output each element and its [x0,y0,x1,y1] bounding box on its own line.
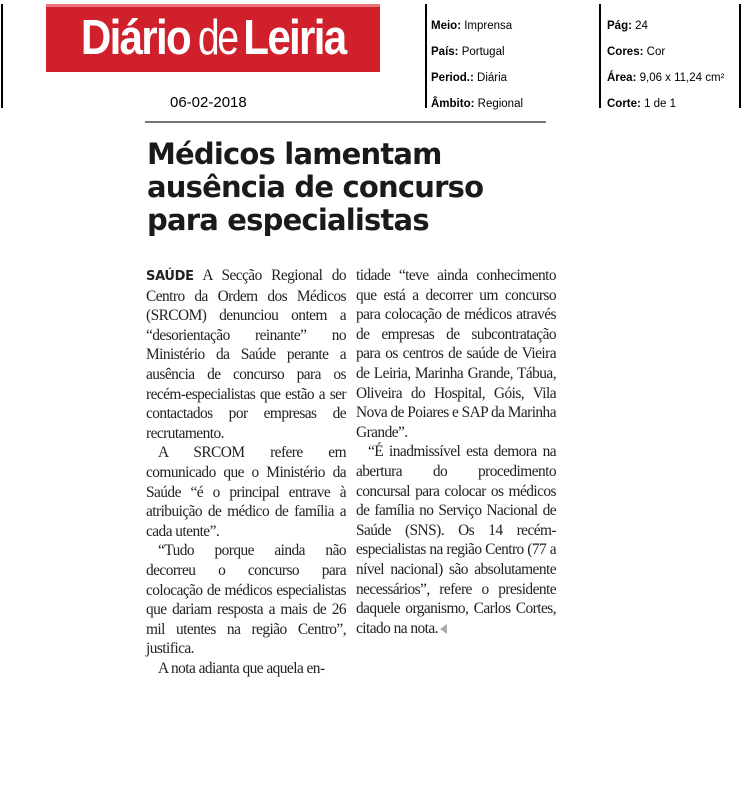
meta-divider-left [425,4,427,108]
paragraph: A nota adianta que aquela en- [158,659,325,677]
end-of-article-icon [440,624,447,634]
article-column-1 [146,266,346,678]
meta-period [431,72,507,84]
paragraph [356,442,556,638]
meta-key: País: [431,46,459,58]
meta-value: 24 [631,20,648,32]
paragraph-text: “É inadmissível esta demora na abertura do procedimento concursal para colocar os médicos de família no Serviço Nacional de Saúde (SNS). Os 14 recém-especialistas na região Centro (77 a nível nacional) são absolutamente necessários”, refere o presidente daquele organismo, Carlos Cortes, citado na nota. [356,443,556,637]
meta-value: Diária [473,72,508,84]
right-border-line [739,4,741,108]
logo-word-de: de [197,11,237,65]
headline-line: ausência de concurso [147,170,484,204]
meta-key: Meio: [431,20,462,32]
section-kicker: SAÚDE [146,269,194,284]
logo-word-diario: Diário [80,11,190,65]
meta-key: Âmbito: [431,98,475,110]
meta-key: Área: [607,72,637,84]
meta-pais [431,46,505,58]
publication-date: 06-02-2018 [170,94,247,111]
meta-corte [607,98,676,110]
meta-cores [607,46,665,58]
meta-key: Corte: [607,98,641,110]
header-divider [145,121,546,123]
meta-divider-middle [599,4,601,108]
paragraph: A SRCOM refere em comunicado que o Ministério da Saúde “é o principal entrave à atribuição de médico de família a cada utente”. [146,444,346,540]
meta-pag [607,20,648,32]
publication-logo [46,4,380,72]
headline-line: Médicos lamentam [147,137,442,171]
article-headline [147,138,567,237]
meta-value: 1 de 1 [640,98,677,110]
paragraph: tidade “teve ainda conhecimento que está a decorrer um concurso para colocação de médicos através de empresas de subcontratação para os centros de saúde de Vieira de Leiria, Marinha Grande, Tábua, Oliveira do Hospital, Góis, Vila Nova de Poiares e SAP da Marinha Grande”. [356,267,556,441]
meta-key: Cores: [607,46,644,58]
paragraph-text: A Secção Regional do Centro da Ordem dos Médicos (SRCOM) denunciou ontem a “desorientação reinante” no Ministério da Saúde perante a ausência de concurso para os recém-especialistas que estão a ser contactados por empresas de recrutamento. [146,267,346,442]
paragraph: “Tudo porque ainda não decorreu o concurso para colocação de médicos especialistas que dariam resposta a mais de 26 mil utentes na região Centro”, justifica. [146,542,346,658]
meta-key: Pág: [607,20,632,32]
meta-value: 9,06 x 11,24 cm² [636,72,725,84]
meta-value: Portugal [458,46,505,58]
left-border-line [1,4,3,108]
meta-value: Imprensa [461,20,513,32]
meta-key: Period.: [431,72,474,84]
meta-ambito [431,98,523,110]
article-column-2 [356,266,556,638]
meta-area [607,72,724,84]
logo-word-leiria: Leiria [243,11,346,65]
meta-value: Cor [643,46,666,58]
meta-meio [431,20,512,32]
paragraph [146,266,346,443]
meta-value: Regional [474,98,524,110]
headline-line: para especialistas [147,203,429,237]
